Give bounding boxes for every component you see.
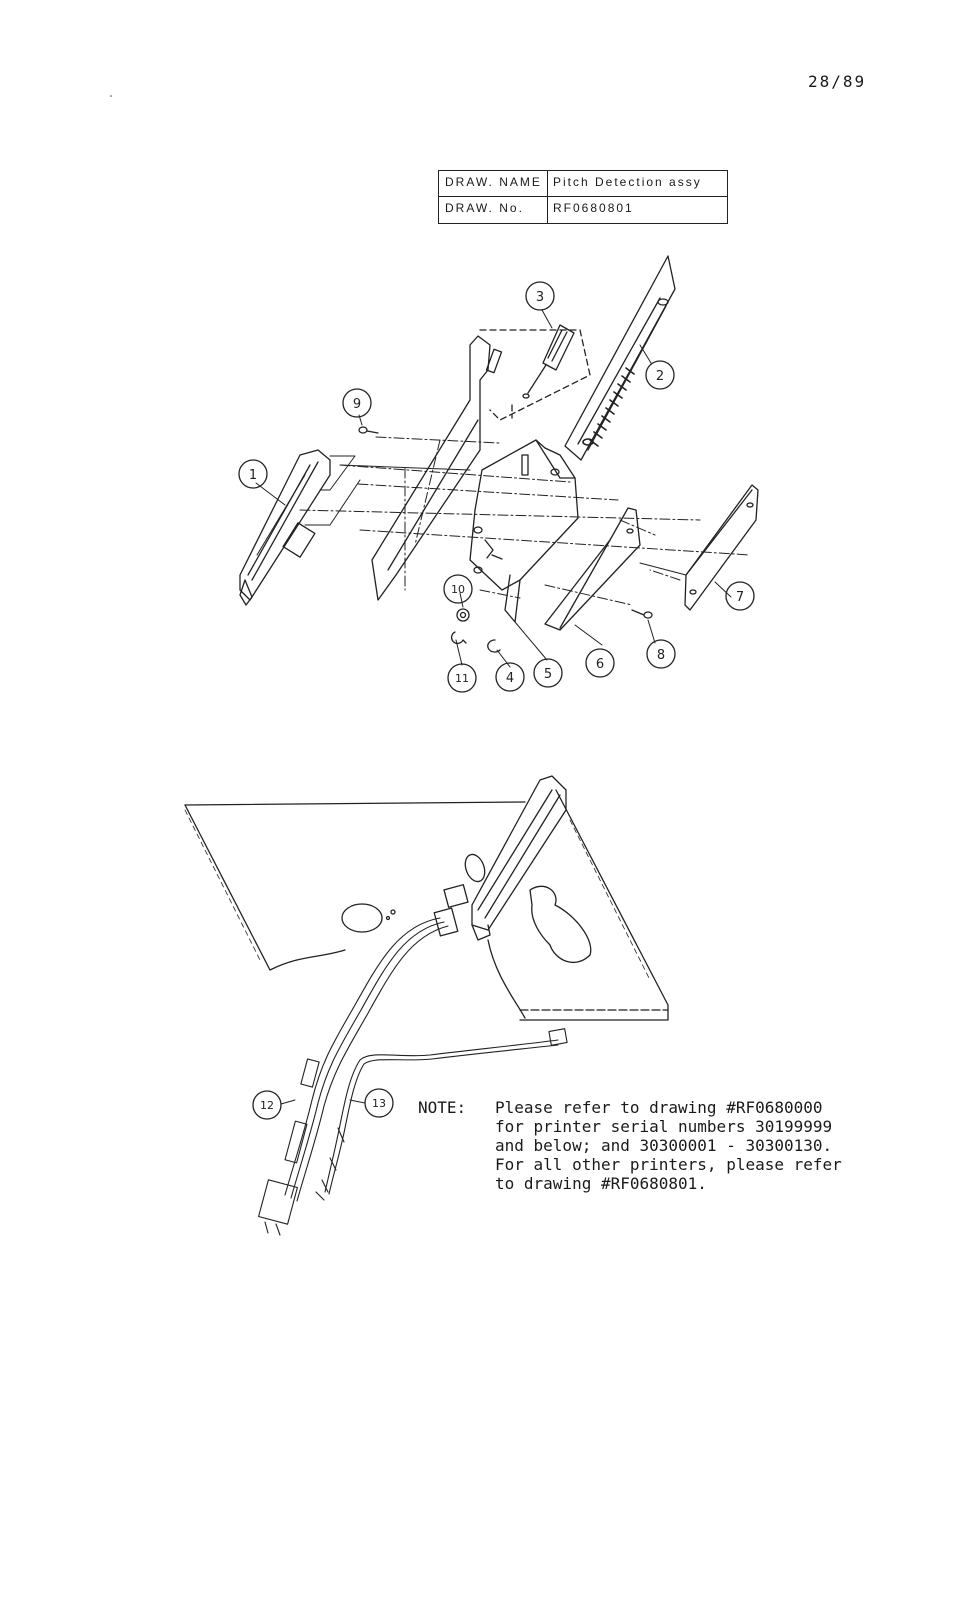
- part-7-end-bracket: [685, 485, 758, 610]
- note-text: [495, 1098, 842, 1193]
- callout-13: 13: [372, 1097, 386, 1110]
- circuit-board: [185, 790, 668, 1020]
- note-line-5: to drawing #RF0680801.: [495, 1174, 707, 1193]
- callout-3: 3: [535, 290, 545, 305]
- note-line-3: and below; and 30300001 - 30300130.: [495, 1136, 833, 1155]
- part-6-lower-rail: [545, 508, 640, 630]
- fastener-11-clip: [452, 632, 466, 643]
- page-number: 28/89: [808, 72, 867, 91]
- callout-2: 2: [655, 369, 665, 384]
- part-2-spring: [583, 368, 634, 446]
- drawing-number-label: DRAW. No.: [445, 201, 524, 215]
- part-2-rail-bracket: [565, 256, 675, 460]
- note-line-1: Please refer to drawing #RF0680000: [495, 1098, 823, 1117]
- drawing-name-value: Pitch Detection assy: [553, 175, 702, 189]
- callout-numbers: [249, 290, 744, 1112]
- note-line-2: for printer serial numbers 30199999: [495, 1117, 833, 1136]
- scan-speck: [110, 95, 112, 97]
- note-line-4: For all other printers, please refer: [495, 1155, 842, 1174]
- callout-11: 11: [455, 672, 469, 685]
- board-cutouts: [342, 852, 591, 963]
- main-side-frame: [372, 336, 502, 600]
- callout-leaders: [256, 310, 731, 667]
- fastener-8-screw: [632, 610, 652, 618]
- callout-circles: [239, 282, 754, 1119]
- back-plate-outline: [480, 330, 590, 420]
- connector-block: [434, 885, 468, 936]
- callout-4: 4: [505, 671, 515, 686]
- fastener-4-e-ring: [488, 640, 500, 652]
- fastener-9-screw: [359, 427, 378, 433]
- pitch-sensor: [472, 776, 566, 940]
- callout-5: 5: [543, 667, 553, 682]
- drawing-name-label: DRAW. NAME: [445, 175, 542, 189]
- lower-leaders: [281, 1100, 365, 1104]
- callout-1: 1: [248, 468, 258, 483]
- callout-10: 10: [451, 583, 465, 596]
- harness-12: [259, 918, 448, 1235]
- callout-7: 7: [735, 590, 745, 605]
- callout-6: 6: [595, 657, 605, 672]
- alignment-lines: [300, 437, 750, 605]
- fastener-10-washer: [457, 609, 469, 621]
- drawing-number-value: RF0680801: [553, 201, 634, 215]
- part-5-mount-bracket: [470, 440, 578, 622]
- callout-12: 12: [260, 1099, 274, 1112]
- note-label: NOTE:: [418, 1098, 467, 1117]
- upper-assembly: [239, 256, 758, 1119]
- callout-9: 9: [352, 397, 362, 412]
- callout-8: 8: [656, 648, 666, 663]
